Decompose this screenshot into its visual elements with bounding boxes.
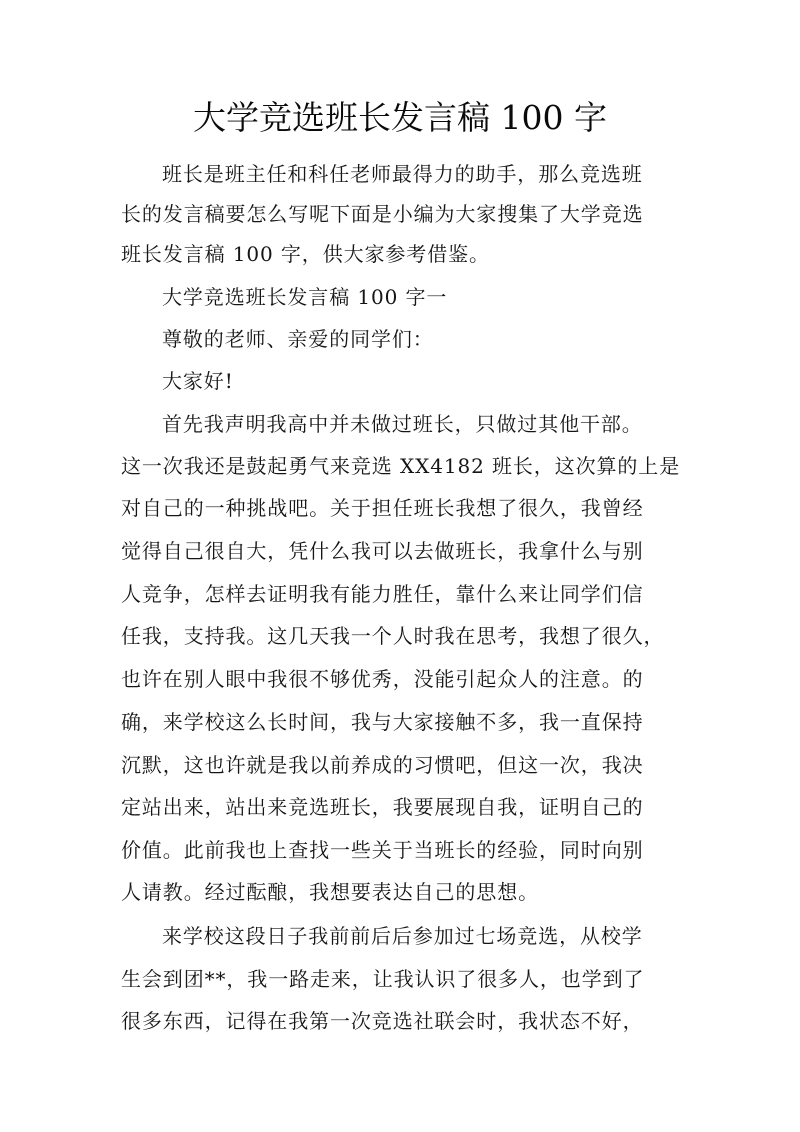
paragraph-next-line-2: 生会到团**，我一路走来，让我认识了很多人，也学到了 xyxy=(121,967,645,991)
paragraph-body-line-9: 沉默，这也许就是我以前养成的习惯吧，但这一次，我决 xyxy=(121,753,644,777)
greeting: 大家好! xyxy=(162,369,234,393)
paragraph-intro-line-2: 长的发言稿要怎么写呢下面是小编为大家搜集了大学竞选 xyxy=(121,202,644,226)
paragraph-body-line-3: 对自己的一种挑战吧。关于担任班长我想了很久，我曾经 xyxy=(121,496,644,520)
paragraph-body-line-4: 觉得自己很自大，凭什么我可以去做班长，我拿什么与别 xyxy=(121,539,644,563)
salutation: 尊敬的老师、亲爱的同学们： xyxy=(162,327,434,351)
paragraph-body-line-11: 价值。此前我也上查找一些关于当班长的经验，同时向别 xyxy=(121,838,644,862)
paragraph-intro-line-3: 班长发言稿 100 字，供大家参考借鉴。 xyxy=(121,242,490,266)
paragraph-body-line-8: 确，来学校这么长时间，我与大家接触不多，我一直保持 xyxy=(121,710,644,734)
document-title: 大学竞选班长发言稿 100 字 xyxy=(193,98,607,137)
paragraph-body-line-10: 定站出来，站出来竞选班长，我要展现自我，证明自己的 xyxy=(121,795,644,819)
paragraph-intro-line-1: 班长是班主任和科任老师最得力的助手，那么竞选班 xyxy=(162,162,643,186)
section-heading: 大学竞选班长发言稿 100 字一 xyxy=(162,285,448,309)
paragraph-next-line-1: 来学校这段日子我前前后后参加过七场竞选，从校学 xyxy=(162,924,643,948)
paragraph-next-line-3: 很多东西，记得在我第一次竞选社联会时，我状态不好， xyxy=(121,1009,644,1033)
paragraph-body-line-5: 人竞争，怎样去证明我有能力胜任，靠什么来让同学们信 xyxy=(121,582,644,606)
paragraph-body-line-7: 也许在别人眼中我很不够优秀，没能引起众人的注意。的 xyxy=(121,667,644,691)
paragraph-body-line-12: 人请教。经过酝酿，我想要表达自己的思想。 xyxy=(121,880,539,904)
paragraph-body-line-2: 这一次我还是鼓起勇气来竞选 XX4182 班长，这次算的上是 xyxy=(121,454,681,478)
paragraph-body-line-6: 任我，支持我。这几天我一个人时我在思考，我想了很久， xyxy=(121,624,665,648)
paragraph-body-line-1: 首先我声明我高中并未做过班长，只做过其他干部。 xyxy=(162,412,643,436)
